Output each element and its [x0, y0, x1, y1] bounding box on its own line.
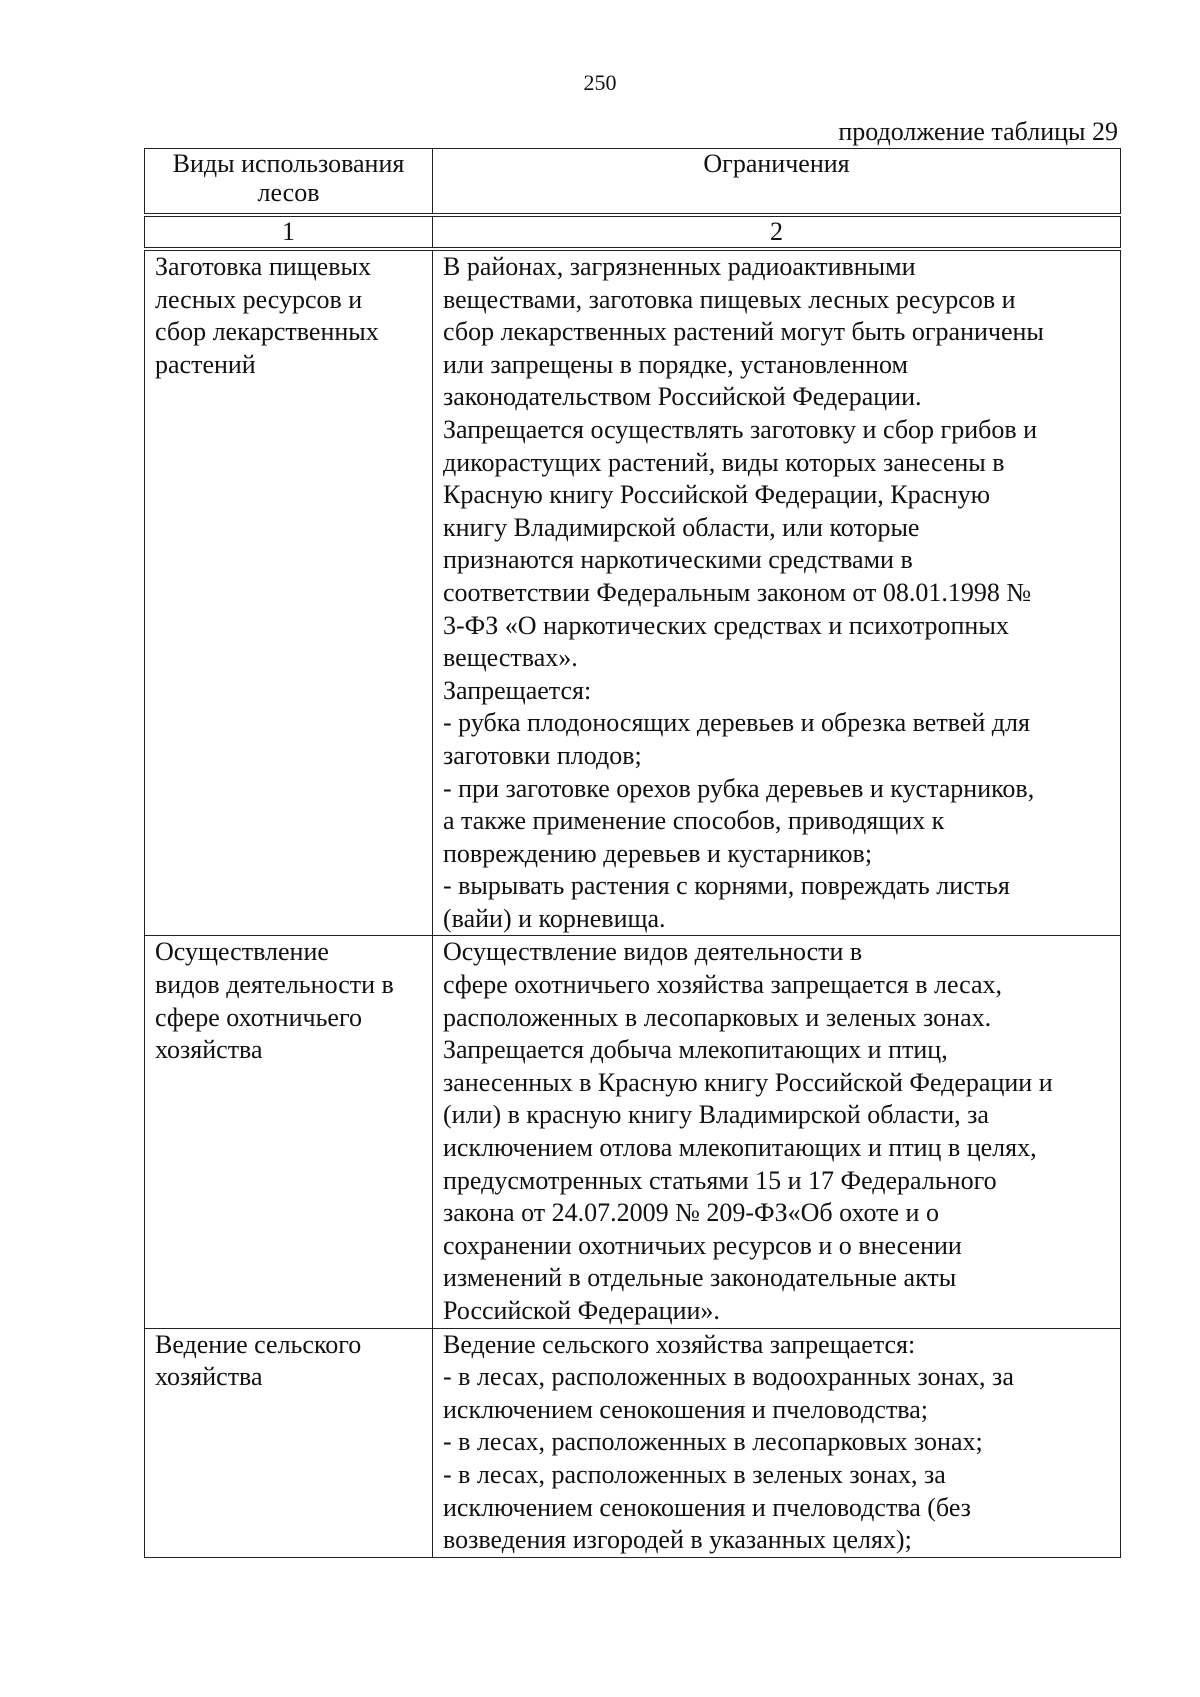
forest-use-type-line: сфере охотничьего — [155, 1002, 362, 1032]
column-number-row — [145, 215, 1121, 249]
restriction-text-line: дикорастущих растений, виды которых занесены в — [443, 447, 1005, 477]
restriction-text-line: (вайи) и корневища. — [443, 903, 666, 933]
restriction-text-line: Запрещается добыча млекопитающих и птиц, — [443, 1035, 948, 1065]
table-row — [145, 249, 1121, 936]
restriction-text-line: - вырывать растения с корнями, повреждать листья — [443, 871, 1010, 901]
forest-use-type-line: видов деятельности в — [155, 970, 394, 1000]
restriction-text-line: изменений в отдельные законодательные акты — [443, 1263, 957, 1293]
restriction-text-line: 3-ФЗ «О наркотических средствах и психотропных — [443, 610, 1009, 640]
forest-use-type-line: Осуществление — [155, 937, 329, 967]
forest-use-type-line: сбор лекарственных — [155, 317, 379, 347]
forest-use-type-line: Ведение сельского — [155, 1329, 362, 1359]
restriction-text-line: заготовки плодов; — [443, 740, 642, 770]
forest-use-type-line: Заготовка пищевых — [155, 252, 371, 281]
forest-use-type-cell — [145, 936, 433, 1328]
restriction-text-line: сфере охотничьего хозяйства запрещается в лесах, — [443, 970, 1003, 1000]
restriction-text-line: возведения изгородей в указанных целях); — [443, 1525, 912, 1555]
restriction-text-line: соответствии Федеральным законом от 08.01.1998 № — [443, 577, 1032, 607]
restriction-text-line: В районах, загрязненных радиоактивными — [443, 252, 916, 281]
restriction-text-line: - в лесах, расположенных в лесопарковых зонах; — [443, 1427, 983, 1457]
restriction-text-line: а также применение способов, приводящих к — [443, 806, 945, 836]
restriction-text-line: сбор лекарственных растений могут быть ограничены — [443, 317, 1044, 347]
restriction-text-line: Запрещается осуществлять заготовку и сбор грибов и — [443, 414, 1038, 444]
forest-use-type-cell — [145, 249, 433, 936]
header-restrictions: Ограничения — [433, 149, 1121, 216]
restriction-text-line: - при заготовке орехов рубка деревьев и кустарников, — [443, 773, 1035, 803]
forest-use-type-line: хозяйства — [155, 1035, 263, 1065]
restriction-text-line: веществами, заготовка пищевых лесных ресурсов и — [443, 284, 1016, 314]
page-number: 250 — [583, 70, 617, 95]
table-continuation-label: продолжение таблицы 29 — [838, 117, 1118, 146]
restrictions-cell — [433, 1328, 1121, 1557]
restriction-text-line: исключением сенокошения и пчеловодства (без — [443, 1492, 971, 1522]
restriction-text-line: признаются наркотическими средствами в — [443, 545, 913, 575]
restriction-text-line: или запрещены в порядке, установленном — [443, 349, 908, 379]
header-forest-use-type: Виды использования лесов — [145, 149, 433, 216]
restriction-text-line: исключением сенокошения и пчеловодства; — [443, 1394, 928, 1424]
restriction-text-line: занесенных в Красную книгу Российской Федерации и — [443, 1067, 1053, 1097]
restriction-text-line: повреждению деревьев и кустарников; — [443, 838, 873, 868]
restriction-text-line: - в лесах, расположенных в водоохранных зонах, за — [443, 1362, 1014, 1392]
restriction-text-line: сохранении охотничьих ресурсов и о внесении — [443, 1230, 962, 1260]
restriction-text-line: предусмотренных статьями 15 и 17 Федерального — [443, 1165, 997, 1195]
restriction-text-line: расположенных в лесопарковых и зеленых зонах. — [443, 1002, 992, 1032]
restriction-text-line: Осуществление видов деятельности в — [443, 937, 863, 967]
restriction-text-line: книгу Владимирской области, или которые — [443, 512, 920, 542]
restriction-text-line: Российской Федерации». — [443, 1296, 720, 1325]
restriction-text-line: Запрещается: — [443, 675, 592, 705]
column-number-1: 1 — [145, 215, 433, 249]
forest-use-type-line: лесных ресурсов и — [155, 284, 363, 314]
table-row — [145, 1328, 1121, 1557]
forest-use-type-cell — [145, 1328, 433, 1557]
restriction-text-line: исключением отлова млекопитающих и птиц в целях, — [443, 1133, 1037, 1163]
restriction-text-line: - рубка плодоносящих деревьев и обрезка ветвей для — [443, 708, 1030, 738]
restriction-text-line: Ведение сельского хозяйства запрещается: — [443, 1329, 916, 1359]
table-header-row — [145, 149, 1121, 216]
forest-use-type-line: растений — [155, 349, 256, 379]
restriction-text-line: - в лесах, расположенных в зеленых зонах, за — [443, 1459, 946, 1489]
restriction-text-line: Красную книгу Российской Федерации, Красную — [443, 480, 991, 510]
table-row — [145, 936, 1121, 1328]
restriction-text-line: веществах». — [443, 643, 578, 673]
restriction-text-line: (или) в красную книгу Владимирской области, за — [443, 1100, 989, 1130]
restrictions-cell — [433, 936, 1121, 1328]
restrictions-table — [144, 148, 1121, 1558]
restrictions-cell — [433, 249, 1121, 936]
forest-use-type-line: хозяйства — [155, 1362, 263, 1392]
restriction-text-line: закона от 24.07.2009 № 209-ФЗ«Об охоте и о — [443, 1198, 939, 1228]
restriction-text-line: законодательством Российской Федерации. — [443, 382, 922, 412]
column-number-2: 2 — [433, 215, 1121, 249]
